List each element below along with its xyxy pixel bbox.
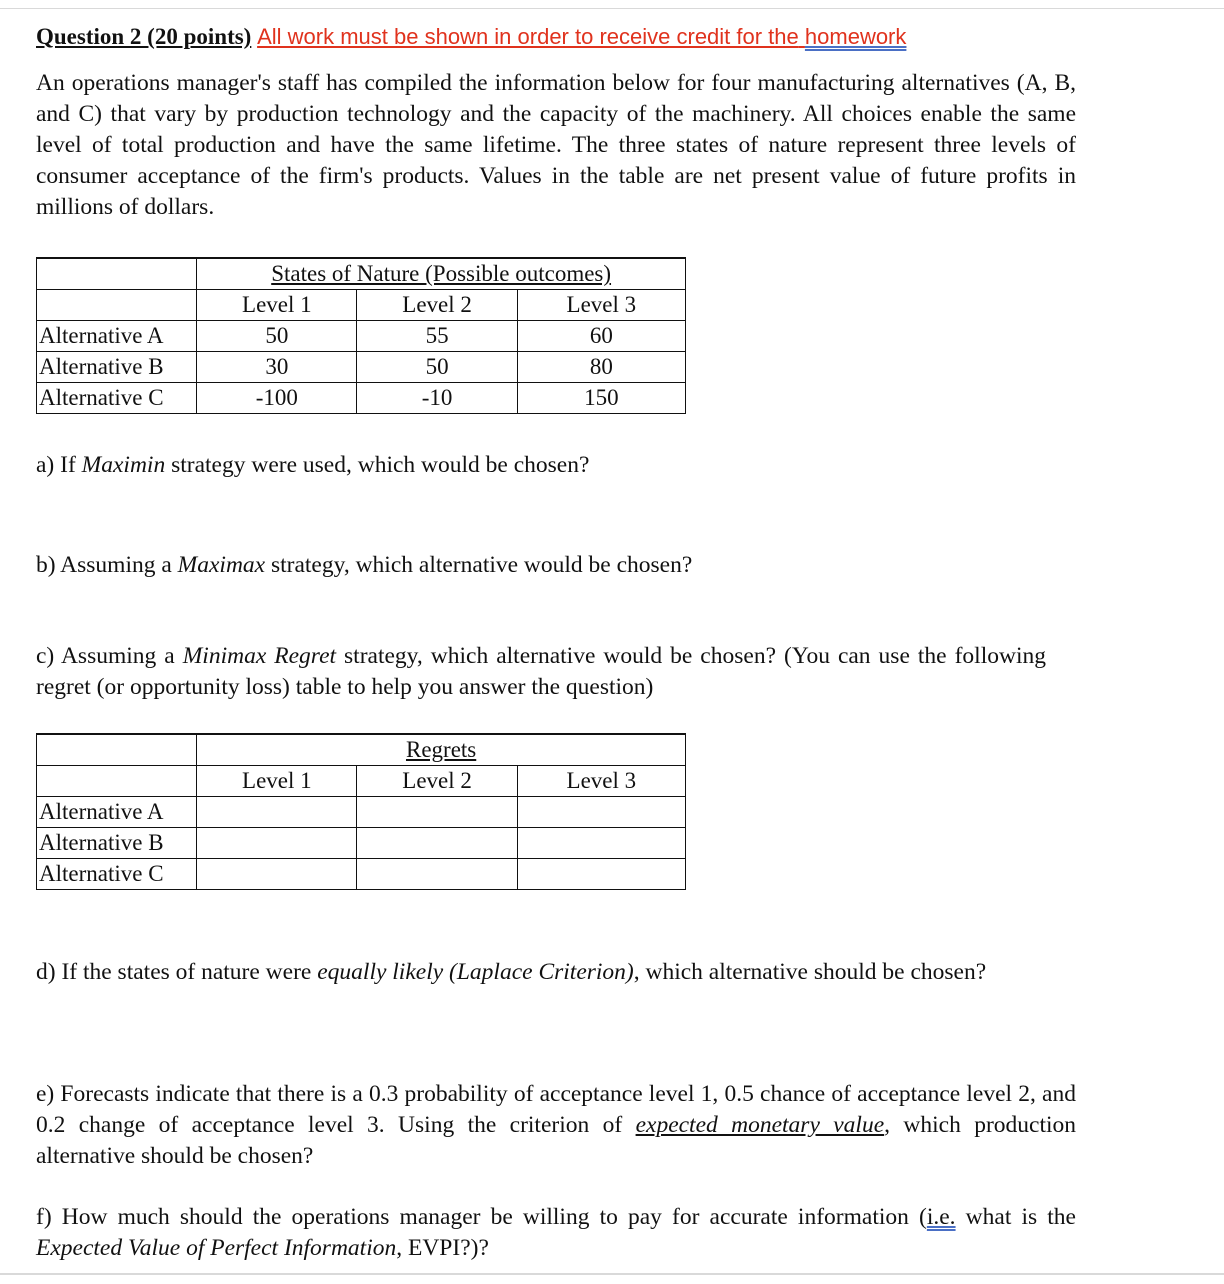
regret-cell — [197, 797, 357, 828]
payoff-cell: 80 — [517, 352, 685, 383]
regret-cell — [357, 828, 517, 859]
regret-cell — [197, 859, 357, 890]
table-row — [37, 797, 686, 828]
regret-corner-cell — [37, 734, 197, 766]
payoff-cell: 50 — [357, 352, 517, 383]
bottom-divider — [0, 1273, 1224, 1275]
payoff-corner-cell — [37, 258, 197, 290]
payoff-cell: -100 — [197, 383, 357, 414]
regret-col-header: Level 3 — [517, 766, 685, 797]
payoff-cell: 50 — [197, 321, 357, 352]
table-row — [37, 352, 686, 383]
question-a: a) If Maximin strategy were used, which would be chosen? — [36, 452, 590, 478]
payoff-cell: 60 — [517, 321, 685, 352]
table-row — [37, 383, 686, 414]
regret-table — [36, 733, 686, 890]
regret-cell — [197, 828, 357, 859]
question-e: e) Forecasts indicate that there is a 0.3 probability of acceptance level 1, 0.5 chance of acceptance level 2, and 0.2 change of acceptance level 3. Using the criterion of expected monetary value, which production alternative should be chosen? — [36, 1081, 1077, 1169]
payoff-col-header: Level 3 — [517, 290, 685, 321]
row-label: Alternative C — [37, 859, 197, 890]
table-row — [37, 321, 686, 352]
row-label: Alternative C — [37, 383, 197, 414]
question-f: f) How much should the operations manager be willing to pay for accurate information (i.e. what is the Expected Value of Perfect Information, EVPI?)? — [36, 1204, 1076, 1261]
table-row — [37, 828, 686, 859]
payoff-cell: -10 — [357, 383, 517, 414]
regret-cell — [517, 859, 685, 890]
regret-cell — [357, 859, 517, 890]
payoff-group-header: States of Nature (Possible outcomes) — [197, 258, 686, 290]
row-label: Alternative A — [37, 321, 197, 352]
document-page — [36, 20, 1077, 1261]
regret-cell — [517, 828, 685, 859]
regret-col-header: Level 1 — [197, 766, 357, 797]
regret-col-header: Level 2 — [357, 766, 517, 797]
table-row — [37, 859, 686, 890]
top-divider — [0, 8, 1224, 9]
payoff-col-header: Level 2 — [357, 290, 517, 321]
intro-paragraph: An operations manager's staff has compiled the information below for four manufacturing alternatives (A, B, and C) that vary by production technology and the capacity of the machinery. All choices enable the same level of total production and have the same lifetime. The three states of nature represent three levels of consumer acceptance of the firm's products. Values in the table are net present value of future profits in millions of dollars. — [36, 70, 1076, 220]
question-c: c) Assuming a Minimax Regret strategy, which alternative would be chosen? (You can use the following regret (or opportunity loss) table to help you answer the question) — [36, 643, 1046, 700]
payoff-col-header: Level 1 — [197, 290, 357, 321]
payoff-cell: 55 — [357, 321, 517, 352]
question-title: Question 2 (20 points) — [36, 24, 252, 49]
ie-abbreviation: i.e. — [926, 1204, 956, 1230]
payoff-cell: 30 — [197, 352, 357, 383]
question-heading — [36, 20, 1076, 54]
instruction-note: All work must be shown in order to receive credit for the homework — [257, 24, 907, 49]
payoff-blank-cell — [37, 290, 197, 321]
regret-blank-cell — [37, 766, 197, 797]
payoff-table — [36, 257, 686, 414]
row-label: Alternative B — [37, 828, 197, 859]
row-label: Alternative B — [37, 352, 197, 383]
question-b: b) Assuming a Maximax strategy, which alternative would be chosen? — [36, 552, 693, 578]
regret-cell — [517, 797, 685, 828]
regret-cell — [357, 797, 517, 828]
payoff-cell: 150 — [517, 383, 685, 414]
instruction-note-last-word: homework — [804, 24, 907, 49]
regret-group-header: Regrets — [197, 734, 686, 766]
row-label: Alternative A — [37, 797, 197, 828]
question-d: d) If the states of nature were equally likely (Laplace Criterion), which alternative should be chosen? — [36, 959, 987, 985]
